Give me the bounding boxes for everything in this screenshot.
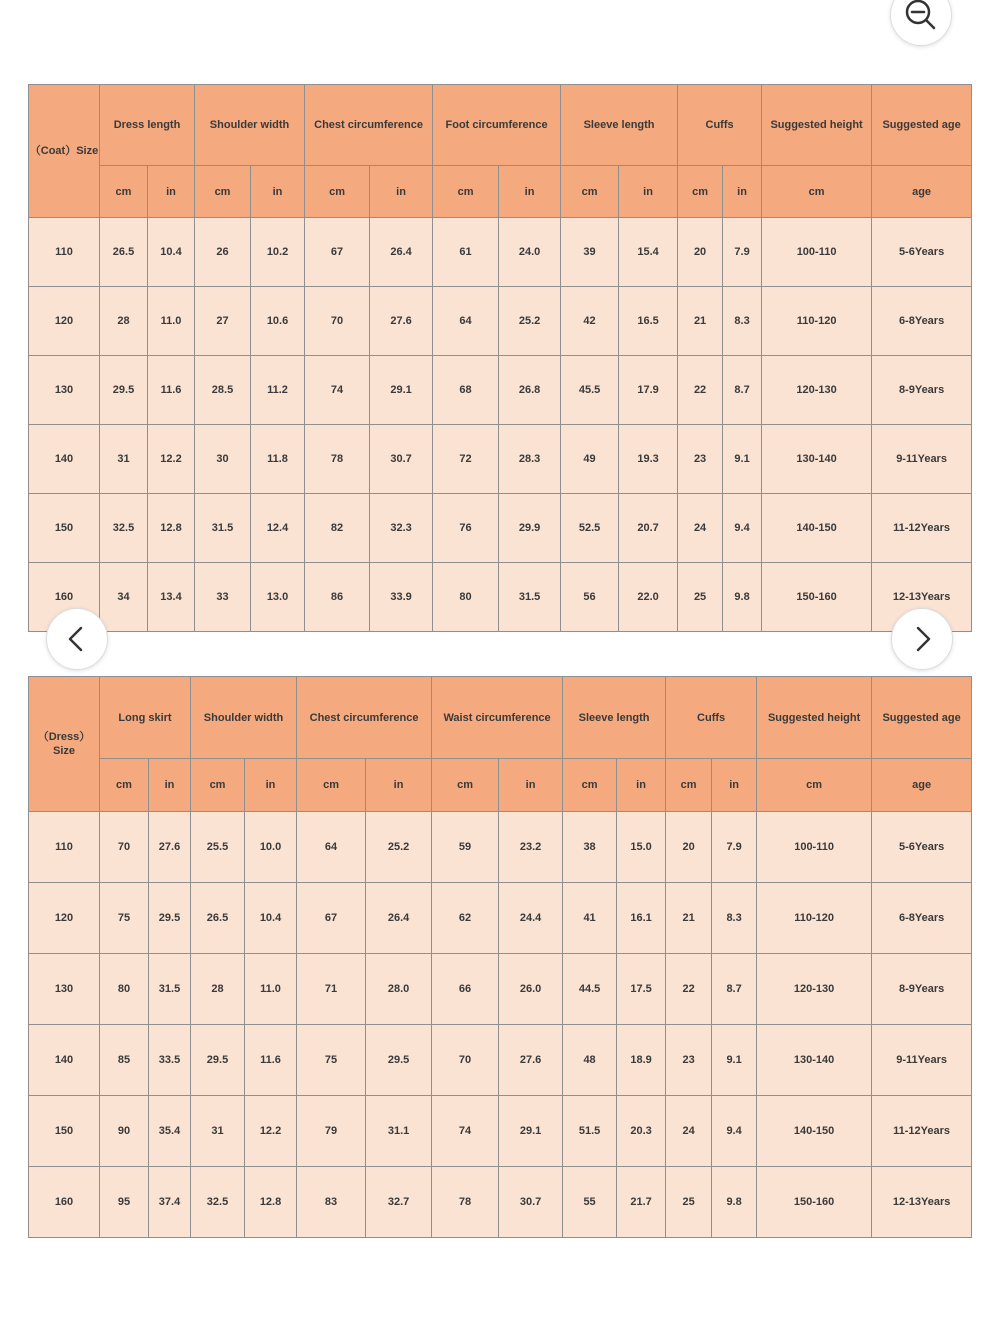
table-cell: 8-9Years xyxy=(872,356,972,425)
table-cell: 11-12Years xyxy=(872,494,972,563)
table-cell: 25.5 xyxy=(191,812,245,883)
table-cell: 23 xyxy=(678,425,723,494)
table-cell: 24.0 xyxy=(499,218,561,287)
table-cell: 20 xyxy=(678,218,723,287)
table-cell: 95 xyxy=(100,1167,149,1238)
table-cell: 11.0 xyxy=(245,954,297,1025)
table-cell: 120-130 xyxy=(762,356,872,425)
table-cell: 17.9 xyxy=(619,356,678,425)
table-cell: 24 xyxy=(678,494,723,563)
table-row xyxy=(29,218,972,287)
unit-header: in xyxy=(148,166,195,218)
table-cell: 150 xyxy=(29,1096,100,1167)
table-cell: 110-120 xyxy=(757,883,872,954)
column-header: Sleeve length xyxy=(561,85,678,166)
table-cell: 160 xyxy=(29,1167,100,1238)
table-cell: 90 xyxy=(100,1096,149,1167)
table-row xyxy=(29,356,972,425)
table-cell: 8-9Years xyxy=(872,954,972,1025)
table-cell: 26.0 xyxy=(499,954,563,1025)
table-cell: 28 xyxy=(100,287,148,356)
table-cell: 41 xyxy=(563,883,617,954)
table-cell: 10.4 xyxy=(245,883,297,954)
table-cell: 13.0 xyxy=(251,563,305,632)
prev-image-button[interactable] xyxy=(46,608,108,670)
table-cell: 8.3 xyxy=(712,883,757,954)
unit-header: in xyxy=(723,166,762,218)
table-cell: 11.6 xyxy=(148,356,195,425)
table-cell: 9-11Years xyxy=(872,425,972,494)
unit-header: in xyxy=(619,166,678,218)
table-cell: 110-120 xyxy=(762,287,872,356)
column-header: Waist circumference xyxy=(432,677,563,759)
table-row xyxy=(29,954,972,1025)
unit-header: cm xyxy=(432,759,499,812)
zoom-out-button[interactable] xyxy=(890,0,952,46)
table-cell: 140 xyxy=(29,425,100,494)
table-cell: 56 xyxy=(561,563,619,632)
unit-header: cm xyxy=(100,759,149,812)
table-cell: 29.5 xyxy=(100,356,148,425)
unit-header: in xyxy=(499,166,561,218)
unit-header: age xyxy=(872,759,972,812)
table-row xyxy=(29,1025,972,1096)
table-row xyxy=(29,883,972,954)
table-cell: 10.4 xyxy=(148,218,195,287)
column-header: Chest circumference xyxy=(305,85,433,166)
table-cell: 22 xyxy=(666,954,712,1025)
table-cell: 44.5 xyxy=(563,954,617,1025)
table-cell: 28.0 xyxy=(366,954,432,1025)
table-row xyxy=(29,812,972,883)
table-cell: 33.9 xyxy=(370,563,433,632)
unit-header: in xyxy=(245,759,297,812)
table-cell: 70 xyxy=(305,287,370,356)
table-cell: 140-150 xyxy=(757,1096,872,1167)
unit-header: in xyxy=(370,166,433,218)
table-cell: 26 xyxy=(195,218,251,287)
table-cell: 33.5 xyxy=(149,1025,191,1096)
table-cell: 27 xyxy=(195,287,251,356)
table-cell: 18.9 xyxy=(617,1025,666,1096)
table-cell: 66 xyxy=(432,954,499,1025)
table-cell: 29.1 xyxy=(370,356,433,425)
table-cell: 31.5 xyxy=(195,494,251,563)
table-cell: 150-160 xyxy=(757,1167,872,1238)
table-cell: 24 xyxy=(666,1096,712,1167)
table-cell: 86 xyxy=(305,563,370,632)
table-cell: 45.5 xyxy=(561,356,619,425)
table-cell: 12.8 xyxy=(148,494,195,563)
column-header: Shoulder width xyxy=(195,85,305,166)
table-cell: 31.5 xyxy=(149,954,191,1025)
table-cell: 26.5 xyxy=(191,883,245,954)
table-cell: 130 xyxy=(29,954,100,1025)
table-cell: 62 xyxy=(432,883,499,954)
column-header: Long skirt xyxy=(100,677,191,759)
table-cell: 27.6 xyxy=(370,287,433,356)
table-cell: 9.4 xyxy=(712,1096,757,1167)
table-cell: 8.7 xyxy=(712,954,757,1025)
table-cell: 31.1 xyxy=(366,1096,432,1167)
table-cell: 34 xyxy=(100,563,148,632)
dress-size-chart xyxy=(28,676,972,1238)
table-cell: 130-140 xyxy=(762,425,872,494)
column-header: Suggested age xyxy=(872,85,972,166)
table-cell: 16.1 xyxy=(617,883,666,954)
table-cell: 29.5 xyxy=(149,883,191,954)
table-cell: 38 xyxy=(563,812,617,883)
table-cell: 13.4 xyxy=(148,563,195,632)
table-cell: 26.8 xyxy=(499,356,561,425)
table-cell: 32.7 xyxy=(366,1167,432,1238)
table-cell: 12.8 xyxy=(245,1167,297,1238)
table-cell: 28 xyxy=(191,954,245,1025)
table-cell: 150-160 xyxy=(762,563,872,632)
size-header: （Dress）Size xyxy=(29,677,100,812)
table-cell: 61 xyxy=(433,218,499,287)
table-cell: 75 xyxy=(297,1025,366,1096)
table-row xyxy=(29,425,972,494)
table-cell: 31.5 xyxy=(499,563,561,632)
table-cell: 72 xyxy=(433,425,499,494)
table-cell: 15.0 xyxy=(617,812,666,883)
table-cell: 9.8 xyxy=(723,563,762,632)
table-cell: 11-12Years xyxy=(872,1096,972,1167)
chevron-right-icon xyxy=(907,624,937,654)
unit-header: in xyxy=(499,759,563,812)
column-header: Suggested age xyxy=(872,677,972,759)
table-cell: 67 xyxy=(297,883,366,954)
table-cell: 29.9 xyxy=(499,494,561,563)
table-cell: 28.3 xyxy=(499,425,561,494)
table-cell: 6-8Years xyxy=(872,287,972,356)
table-row xyxy=(29,287,972,356)
table-cell: 140 xyxy=(29,1025,100,1096)
table-cell: 130-140 xyxy=(757,1025,872,1096)
unit-header: cm xyxy=(100,166,148,218)
table-cell: 7.9 xyxy=(712,812,757,883)
table-cell: 75 xyxy=(100,883,149,954)
table-cell: 20.7 xyxy=(619,494,678,563)
table-cell: 150 xyxy=(29,494,100,563)
next-image-button[interactable] xyxy=(891,608,953,670)
unit-header: in xyxy=(149,759,191,812)
table-cell: 120 xyxy=(29,287,100,356)
table-cell: 48 xyxy=(563,1025,617,1096)
unit-header: cm xyxy=(757,759,872,812)
table-cell: 12-13Years xyxy=(872,563,972,632)
table-cell: 32.3 xyxy=(370,494,433,563)
table-cell: 29.5 xyxy=(191,1025,245,1096)
table-cell: 42 xyxy=(561,287,619,356)
unit-header: cm xyxy=(305,166,370,218)
unit-header: age xyxy=(872,166,972,218)
size-header: （Coat）Size xyxy=(29,85,100,218)
unit-header: cm xyxy=(678,166,723,218)
unit-header: in xyxy=(251,166,305,218)
table-cell: 160 xyxy=(29,563,100,632)
column-header: Suggested height xyxy=(757,677,872,759)
table-cell: 30.7 xyxy=(370,425,433,494)
table-cell: 71 xyxy=(297,954,366,1025)
table-cell: 26.4 xyxy=(366,883,432,954)
table-cell: 20 xyxy=(666,812,712,883)
unit-header: in xyxy=(712,759,757,812)
table-cell: 25 xyxy=(666,1167,712,1238)
table-cell: 11.6 xyxy=(245,1025,297,1096)
table-cell: 79 xyxy=(297,1096,366,1167)
table-cell: 78 xyxy=(305,425,370,494)
table-cell: 20.3 xyxy=(617,1096,666,1167)
table-cell: 68 xyxy=(433,356,499,425)
table-cell: 83 xyxy=(297,1167,366,1238)
table-cell: 100-110 xyxy=(757,812,872,883)
table-cell: 9.1 xyxy=(723,425,762,494)
table-cell: 67 xyxy=(305,218,370,287)
table-cell: 25.2 xyxy=(366,812,432,883)
table-cell: 10.6 xyxy=(251,287,305,356)
table-cell: 120-130 xyxy=(757,954,872,1025)
column-header: Cuffs xyxy=(666,677,757,759)
table-cell: 25 xyxy=(678,563,723,632)
column-header: Cuffs xyxy=(678,85,762,166)
table-cell: 140-150 xyxy=(762,494,872,563)
table-cell: 9.1 xyxy=(712,1025,757,1096)
table-cell: 9.8 xyxy=(712,1167,757,1238)
table-cell: 49 xyxy=(561,425,619,494)
unit-header: cm xyxy=(433,166,499,218)
table-cell: 11.0 xyxy=(148,287,195,356)
table-cell: 29.1 xyxy=(499,1096,563,1167)
table-cell: 29.5 xyxy=(366,1025,432,1096)
unit-header: cm xyxy=(666,759,712,812)
table-cell: 6-8Years xyxy=(872,883,972,954)
table-cell: 52.5 xyxy=(561,494,619,563)
table-cell: 24.4 xyxy=(499,883,563,954)
table-cell: 64 xyxy=(297,812,366,883)
table-cell: 22.0 xyxy=(619,563,678,632)
table-cell: 26.4 xyxy=(370,218,433,287)
unit-header: in xyxy=(617,759,666,812)
table-cell: 80 xyxy=(433,563,499,632)
table-cell: 130 xyxy=(29,356,100,425)
unit-header: in xyxy=(366,759,432,812)
table-cell: 32.5 xyxy=(100,494,148,563)
table-cell: 22 xyxy=(678,356,723,425)
chevron-left-icon xyxy=(62,624,92,654)
table-cell: 12.4 xyxy=(251,494,305,563)
table-cell: 25.2 xyxy=(499,287,561,356)
table-cell: 70 xyxy=(100,812,149,883)
table-row xyxy=(29,563,972,632)
table-cell: 23.2 xyxy=(499,812,563,883)
table-cell: 85 xyxy=(100,1025,149,1096)
table-cell: 78 xyxy=(432,1167,499,1238)
table-cell: 10.2 xyxy=(251,218,305,287)
table-cell: 100-110 xyxy=(762,218,872,287)
table-cell: 33 xyxy=(195,563,251,632)
table-cell: 32.5 xyxy=(191,1167,245,1238)
column-header: Suggested height xyxy=(762,85,872,166)
table-cell: 9-11Years xyxy=(872,1025,972,1096)
table-cell: 21.7 xyxy=(617,1167,666,1238)
table-cell: 5-6Years xyxy=(872,218,972,287)
unit-header: cm xyxy=(191,759,245,812)
table-cell: 82 xyxy=(305,494,370,563)
table-cell: 16.5 xyxy=(619,287,678,356)
table-cell: 10.0 xyxy=(245,812,297,883)
table-cell: 74 xyxy=(432,1096,499,1167)
table-cell: 23 xyxy=(666,1025,712,1096)
table-cell: 21 xyxy=(678,287,723,356)
table-row xyxy=(29,1096,972,1167)
table-cell: 37.4 xyxy=(149,1167,191,1238)
table-cell: 59 xyxy=(432,812,499,883)
unit-header: cm xyxy=(195,166,251,218)
table-cell: 11.2 xyxy=(251,356,305,425)
coat-size-chart xyxy=(28,84,972,632)
table-cell: 110 xyxy=(29,218,100,287)
table-cell: 8.3 xyxy=(723,287,762,356)
unit-header: cm xyxy=(297,759,366,812)
table-cell: 80 xyxy=(100,954,149,1025)
table-cell: 27.6 xyxy=(149,812,191,883)
unit-header: cm xyxy=(561,166,619,218)
table-cell: 19.3 xyxy=(619,425,678,494)
table-cell: 51.5 xyxy=(563,1096,617,1167)
column-header: Shoulder width xyxy=(191,677,297,759)
table-cell: 30.7 xyxy=(499,1167,563,1238)
table-cell: 55 xyxy=(563,1167,617,1238)
unit-header: cm xyxy=(762,166,872,218)
table-cell: 74 xyxy=(305,356,370,425)
table-cell: 15.4 xyxy=(619,218,678,287)
table-cell: 64 xyxy=(433,287,499,356)
unit-header: cm xyxy=(563,759,617,812)
table-cell: 21 xyxy=(666,883,712,954)
table-row xyxy=(29,1167,972,1238)
table-cell: 11.8 xyxy=(251,425,305,494)
table-cell: 30 xyxy=(195,425,251,494)
table-cell: 7.9 xyxy=(723,218,762,287)
table-cell: 9.4 xyxy=(723,494,762,563)
table-row xyxy=(29,494,972,563)
table-cell: 27.6 xyxy=(499,1025,563,1096)
table-cell: 12.2 xyxy=(148,425,195,494)
table-cell: 5-6Years xyxy=(872,812,972,883)
table-cell: 26.5 xyxy=(100,218,148,287)
column-header: Dress length xyxy=(100,85,195,166)
column-header: Foot circumference xyxy=(433,85,561,166)
column-header: Chest circumference xyxy=(297,677,432,759)
table-cell: 120 xyxy=(29,883,100,954)
table-cell: 12.2 xyxy=(245,1096,297,1167)
table-cell: 35.4 xyxy=(149,1096,191,1167)
table-cell: 76 xyxy=(433,494,499,563)
table-cell: 12-13Years xyxy=(872,1167,972,1238)
column-header: Sleeve length xyxy=(563,677,666,759)
table-cell: 70 xyxy=(432,1025,499,1096)
table-cell: 110 xyxy=(29,812,100,883)
table-cell: 31 xyxy=(191,1096,245,1167)
table-cell: 17.5 xyxy=(617,954,666,1025)
zoom-out-icon xyxy=(901,0,941,35)
table-cell: 28.5 xyxy=(195,356,251,425)
table-cell: 31 xyxy=(100,425,148,494)
table-cell: 8.7 xyxy=(723,356,762,425)
table-cell: 39 xyxy=(561,218,619,287)
